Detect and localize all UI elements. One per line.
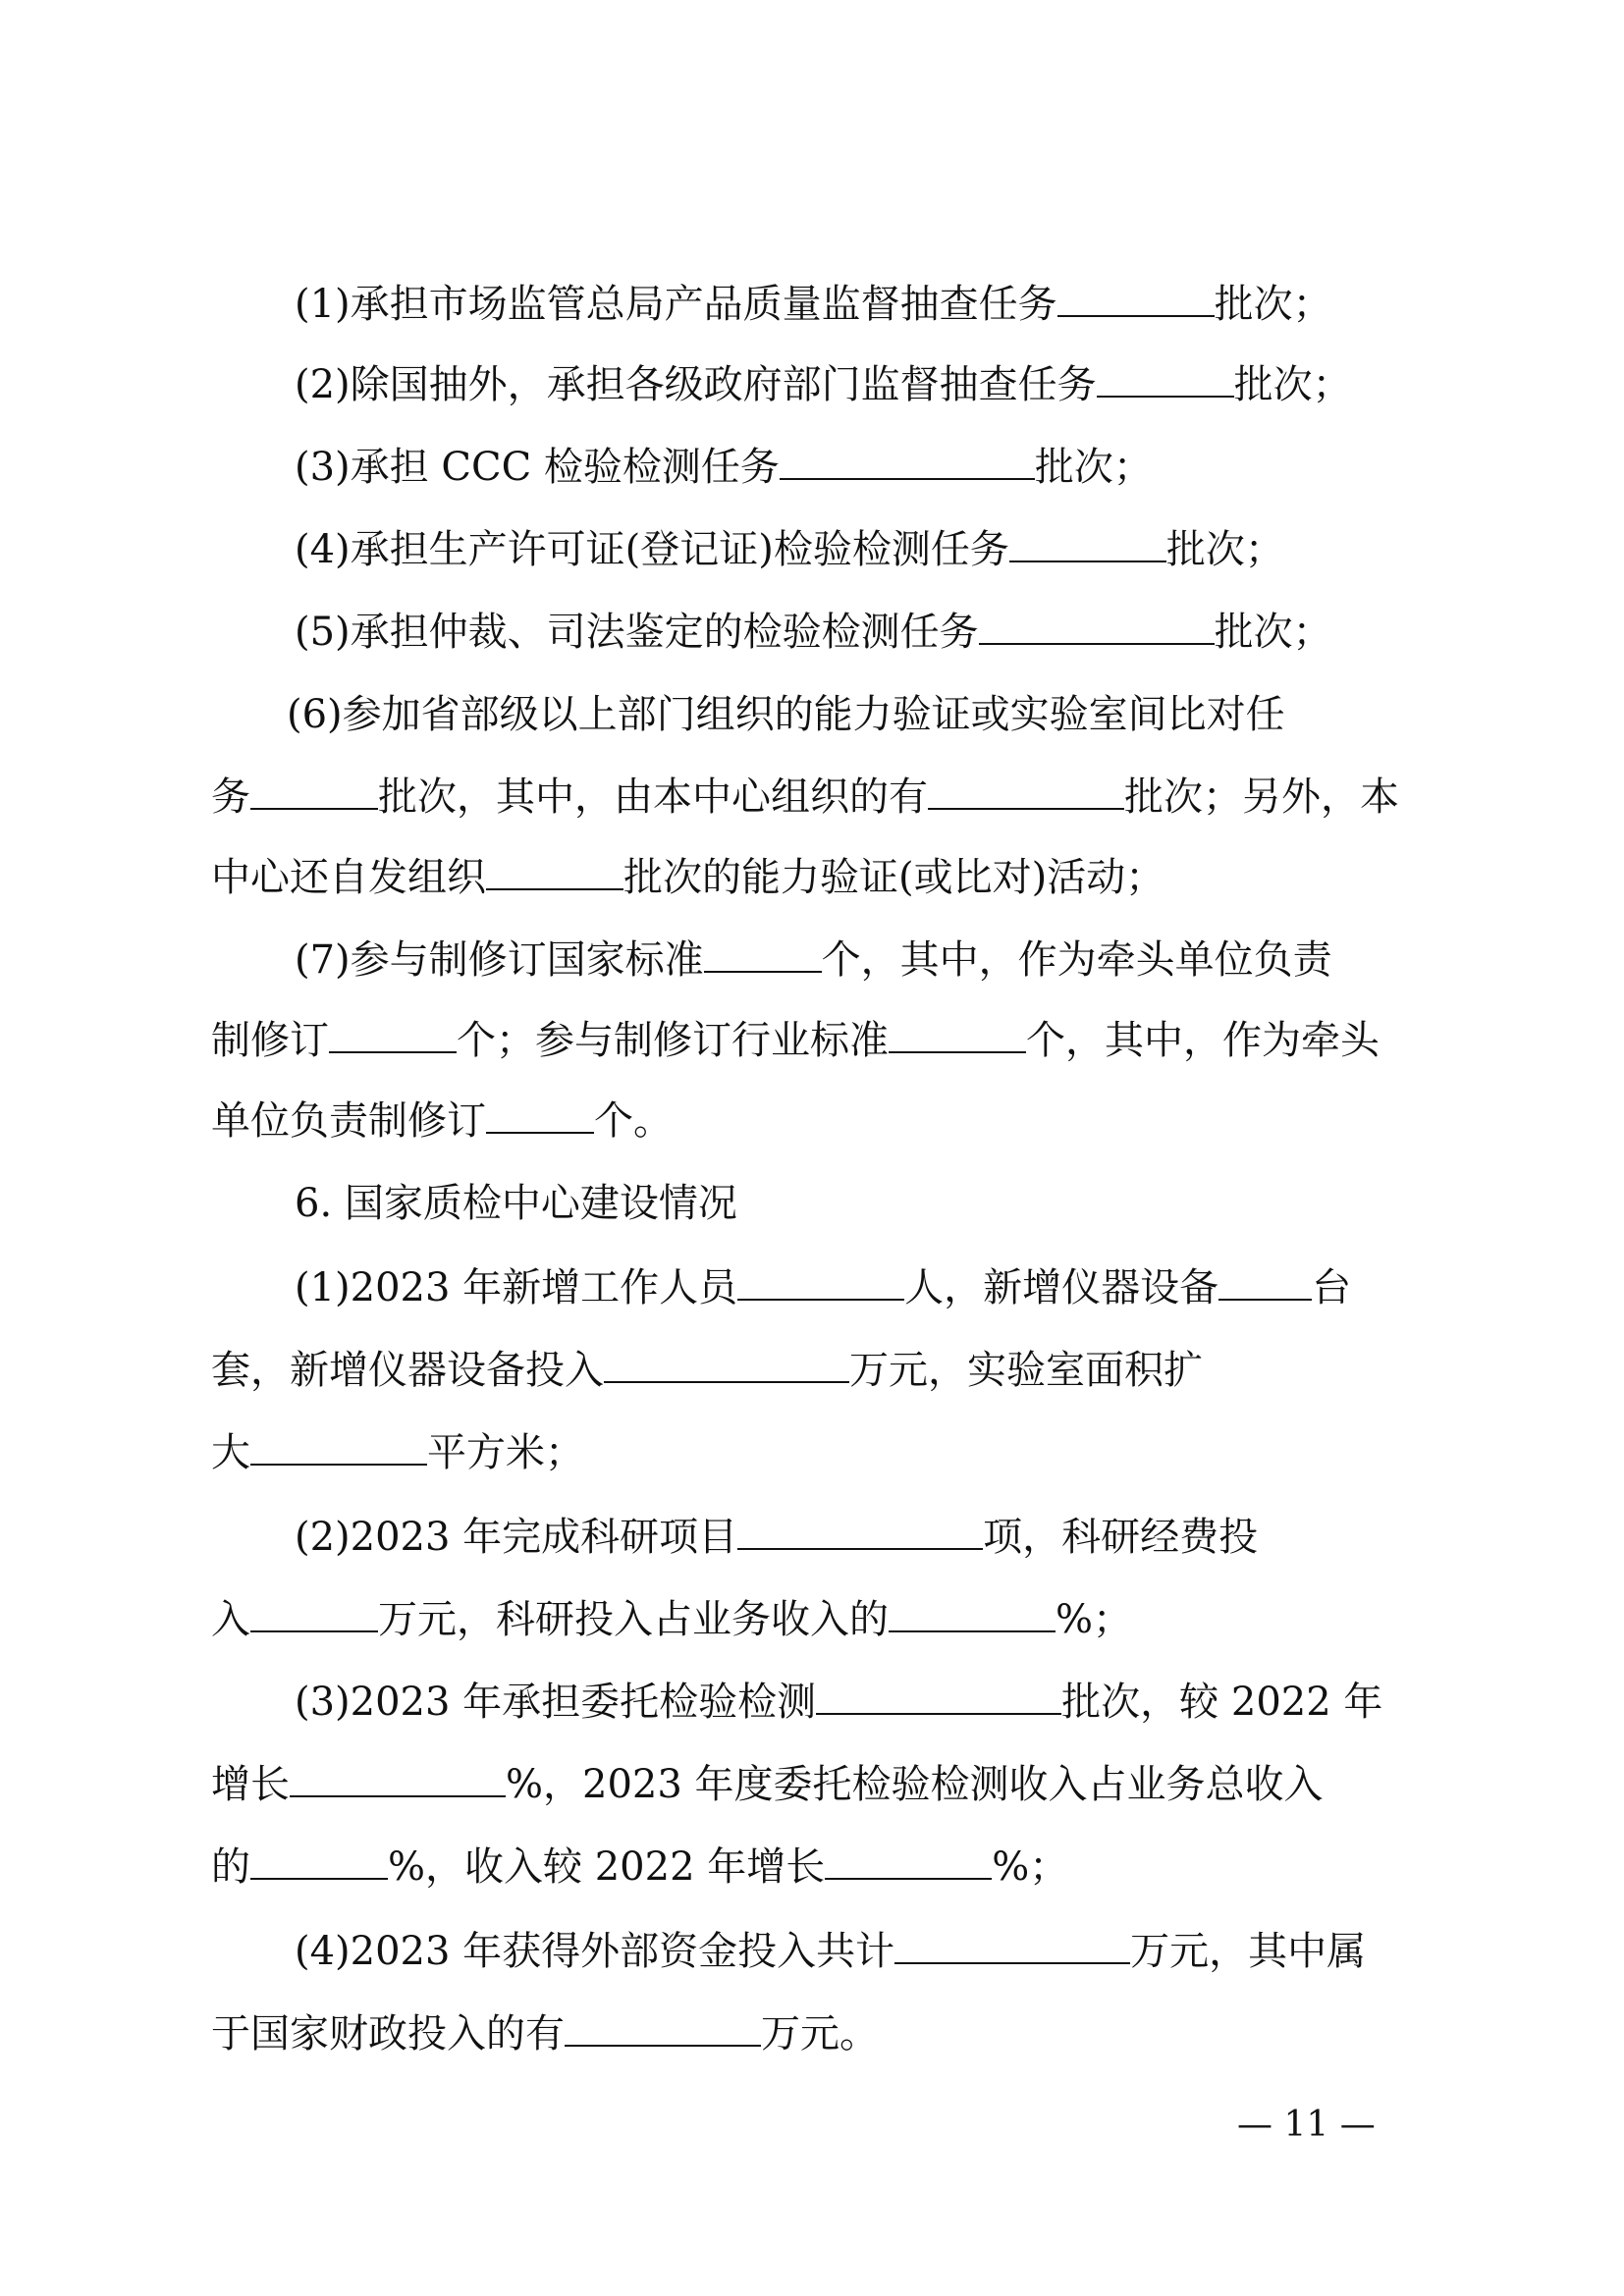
item-7-line-3 — [211, 1092, 1414, 1150]
fill-in-blank[interactable] — [250, 1839, 388, 1880]
item-2-text: (2)除国抽外，承担各级政府部门监督抽查任务 — [295, 362, 1097, 407]
page-number: — 11 — — [1237, 2105, 1376, 2145]
fill-in-blank[interactable] — [1218, 1259, 1312, 1301]
item-7-text: 个，其中，作为牵头单位负责 — [821, 937, 1332, 983]
fill-in-blank[interactable] — [1057, 276, 1215, 317]
section-6-text: %，收入较 2022 年增长 — [388, 1844, 826, 1890]
section-6-text: %，2023 年度委托检验检测收入占业务总收入 — [506, 1762, 1324, 1807]
section-6-text: 万元，其中属 — [1130, 1929, 1367, 1974]
fill-in-blank[interactable] — [565, 2005, 761, 2047]
item-7-text: 个。 — [594, 1098, 673, 1144]
section-6-item-3-line-3 — [211, 1838, 1414, 1896]
item-5-text: (5)承担仲裁、司法鉴定的检验检测任务 — [295, 610, 979, 655]
section-6-text: 人，新增仪器设备 — [904, 1265, 1219, 1310]
section-6-text: 项，科研经费投 — [983, 1515, 1259, 1560]
fill-in-blank[interactable] — [737, 1259, 904, 1301]
section-6-text: %； — [992, 1844, 1069, 1890]
section-6-text: 增长 — [211, 1762, 290, 1807]
item-6-text: (6)参加省部级以上部门组织的能力验证或实验室间比对任 — [287, 692, 1285, 737]
item-7-text: (7)参与制修订国家标准 — [295, 937, 704, 983]
section-6-item-3-line-1 — [295, 1673, 1414, 1732]
fill-in-blank[interactable] — [250, 769, 378, 810]
fill-in-blank[interactable] — [250, 1591, 378, 1632]
section-6-text: 万元，科研投入占业务收入的 — [378, 1597, 889, 1642]
section-6-text: 于国家财政投入的有 — [211, 2011, 565, 2056]
fill-in-blank[interactable] — [604, 1342, 849, 1383]
section-6-text: 入 — [211, 1597, 250, 1642]
item-4-suffix: 批次； — [1165, 527, 1284, 572]
fill-in-blank[interactable] — [290, 1756, 506, 1797]
fill-in-blank[interactable] — [894, 1923, 1130, 1964]
fill-in-blank[interactable] — [825, 1839, 992, 1880]
fill-in-blank[interactable] — [889, 1012, 1026, 1053]
section-6-text: 万元。 — [761, 2011, 879, 2056]
section-6-text: 的 — [211, 1844, 250, 1890]
fill-in-blank[interactable] — [1009, 521, 1166, 562]
fill-in-blank[interactable] — [486, 1093, 594, 1134]
item-3-suffix: 批次； — [1034, 445, 1153, 490]
section-6-text: %； — [1056, 1597, 1133, 1642]
fill-in-blank[interactable] — [1097, 356, 1234, 398]
fill-in-blank[interactable] — [979, 604, 1215, 645]
section-6-item-3-line-2 — [211, 1755, 1414, 1814]
item-7-text: 制修订 — [211, 1018, 329, 1063]
section-6-item-1-line-2 — [211, 1341, 1414, 1400]
fill-in-blank[interactable] — [737, 1509, 983, 1550]
fill-in-blank[interactable] — [889, 1591, 1056, 1632]
section-6-text: (2)2023 年完成科研项目 — [295, 1515, 738, 1560]
item-6-text: 批次，其中，由本中心组织的有 — [378, 774, 928, 820]
section-6-text: (3)2023 年承担委托检验检测 — [295, 1680, 817, 1725]
section-6-item-1-line-3 — [211, 1423, 1414, 1482]
item-2-line — [295, 355, 1414, 414]
section-6-item-4-line-1 — [295, 1922, 1414, 1981]
fill-in-blank[interactable] — [928, 769, 1124, 810]
item-2-suffix: 批次； — [1233, 362, 1352, 407]
item-1-text: (1)承担市场监管总局产品质量监督抽查任务 — [295, 282, 1057, 327]
section-6-text: 平方米； — [427, 1430, 584, 1475]
section-heading — [295, 1174, 1414, 1233]
fill-in-blank[interactable] — [250, 1424, 427, 1466]
section-6-text: 万元，实验室面积扩 — [849, 1348, 1203, 1393]
item-7-text: 个；参与制修订行业标准 — [457, 1018, 889, 1063]
section-6-text: 批次，较 2022 年 — [1061, 1680, 1383, 1725]
item-6-text: 中心还自发组织 — [211, 855, 486, 900]
item-7-line-2 — [211, 1011, 1414, 1070]
item-6-line-1 — [287, 685, 1414, 744]
section-6-text: 套，新增仪器设备投入 — [211, 1348, 604, 1393]
section-6-text: (4)2023 年获得外部资金投入共计 — [295, 1929, 895, 1974]
fill-in-blank[interactable] — [486, 849, 623, 890]
item-7-text: 单位负责制修订 — [211, 1098, 486, 1144]
section-6-item-2-line-1 — [295, 1508, 1414, 1567]
section-6-heading: 6. 国家质检中心建设情况 — [295, 1181, 737, 1226]
item-3-line — [295, 438, 1414, 497]
item-6-line-2 — [211, 768, 1414, 827]
item-1-line — [295, 275, 1414, 334]
section-6-text: (1)2023 年新增工作人员 — [295, 1265, 738, 1310]
item-4-text: (4)承担生产许可证(登记证)检验检测任务 — [295, 527, 1009, 572]
item-6-line-3 — [211, 848, 1414, 907]
item-7-line-1 — [295, 931, 1414, 989]
item-6-text: 务 — [211, 774, 250, 820]
item-5-suffix: 批次； — [1214, 610, 1332, 655]
section-6-item-4-line-2 — [211, 2004, 1414, 2063]
section-6-item-1-line-1 — [295, 1258, 1414, 1317]
fill-in-blank[interactable] — [704, 932, 822, 973]
section-6-text: 台 — [1312, 1265, 1352, 1310]
item-1-suffix: 批次； — [1214, 282, 1332, 327]
item-5-line — [295, 603, 1414, 662]
item-6-text: 批次的能力验证(或比对)活动； — [623, 855, 1165, 900]
item-7-text: 个，其中，作为牵头 — [1026, 1018, 1380, 1063]
item-4-line — [295, 520, 1414, 579]
fill-in-blank[interactable] — [780, 439, 1035, 480]
fill-in-blank[interactable] — [816, 1674, 1061, 1715]
item-6-text: 批次；另外，本 — [1124, 774, 1399, 820]
section-6-text: 大 — [211, 1430, 250, 1475]
section-6-item-2-line-2 — [211, 1590, 1414, 1649]
item-3-text: (3)承担 CCC 检验检测任务 — [295, 445, 780, 490]
fill-in-blank[interactable] — [329, 1012, 457, 1053]
